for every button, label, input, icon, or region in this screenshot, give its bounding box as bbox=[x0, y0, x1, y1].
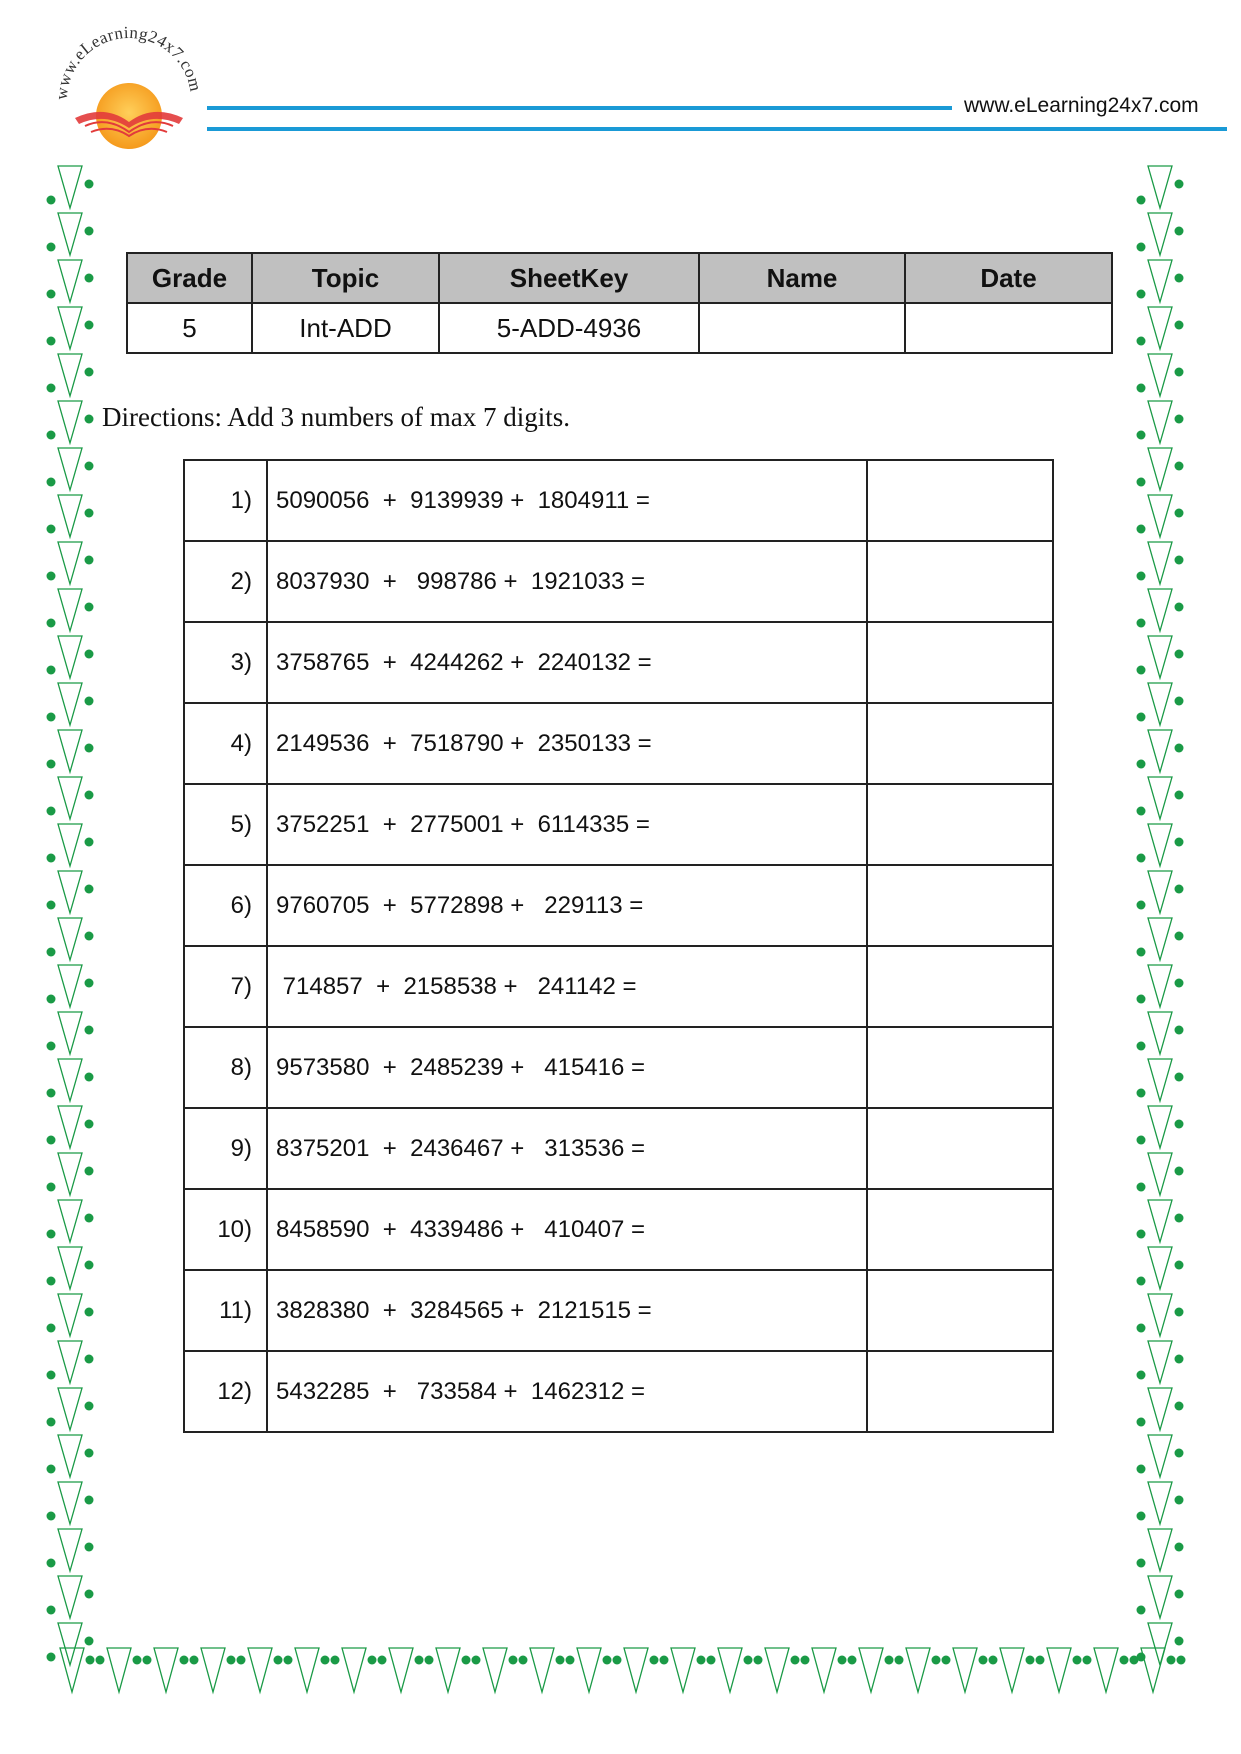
header-rule-bottom bbox=[207, 127, 1227, 131]
problem-row bbox=[184, 1351, 1053, 1432]
problems-table bbox=[183, 459, 1054, 1433]
name-header: Name bbox=[699, 253, 905, 303]
date-header: Date bbox=[905, 253, 1112, 303]
decorative-border-right bbox=[1130, 160, 1190, 1680]
problem-number: 10) bbox=[184, 1189, 267, 1270]
directions-text: Directions: Add 3 numbers of max 7 digits. bbox=[102, 402, 570, 432]
problem-expression: 8375201 + 2436467 + 313536 = bbox=[267, 1108, 867, 1189]
problem-row bbox=[184, 703, 1053, 784]
svg-text:www.eLearning24x7.com: www.eLearning24x7.com bbox=[51, 22, 206, 101]
problem-row bbox=[184, 1027, 1053, 1108]
problem-row bbox=[184, 865, 1053, 946]
problem-number: 2) bbox=[184, 541, 267, 622]
decorative-border-bottom bbox=[40, 1640, 1190, 1700]
problem-expression: 8458590 + 4339486 + 410407 = bbox=[267, 1189, 867, 1270]
info-header-row bbox=[127, 253, 1112, 303]
answer-cell[interactable] bbox=[867, 1108, 1053, 1189]
date-field[interactable] bbox=[905, 303, 1112, 353]
answer-cell[interactable] bbox=[867, 1270, 1053, 1351]
problem-row bbox=[184, 784, 1053, 865]
answer-cell[interactable] bbox=[867, 622, 1053, 703]
sheetkey-header: SheetKey bbox=[439, 253, 699, 303]
answer-cell[interactable] bbox=[867, 1351, 1053, 1432]
problem-expression: 3758765 + 4244262 + 2240132 = bbox=[267, 622, 867, 703]
problem-row bbox=[184, 1189, 1053, 1270]
problem-number: 1) bbox=[184, 460, 267, 541]
problem-expression: 714857 + 2158538 + 241142 = bbox=[267, 946, 867, 1027]
problem-number: 9) bbox=[184, 1108, 267, 1189]
decorative-border-left bbox=[40, 160, 100, 1680]
problem-row bbox=[184, 1270, 1053, 1351]
problem-row bbox=[184, 541, 1053, 622]
problem-row bbox=[184, 946, 1053, 1027]
answer-cell[interactable] bbox=[867, 784, 1053, 865]
info-value-row bbox=[127, 303, 1112, 353]
answer-cell[interactable] bbox=[867, 865, 1053, 946]
problem-expression: 9573580 + 2485239 + 415416 = bbox=[267, 1027, 867, 1108]
header-rule-top bbox=[207, 106, 952, 110]
problem-row bbox=[184, 1108, 1053, 1189]
problem-row bbox=[184, 622, 1053, 703]
answer-cell[interactable] bbox=[867, 703, 1053, 784]
problem-expression: 9760705 + 5772898 + 229113 = bbox=[267, 865, 867, 946]
problem-expression: 3752251 + 2775001 + 6114335 = bbox=[267, 784, 867, 865]
answer-cell[interactable] bbox=[867, 460, 1053, 541]
problem-expression: 8037930 + 998786 + 1921033 = bbox=[267, 541, 867, 622]
elearning-logo bbox=[45, 22, 215, 152]
topic-header: Topic bbox=[252, 253, 439, 303]
problem-number: 4) bbox=[184, 703, 267, 784]
answer-cell[interactable] bbox=[867, 946, 1053, 1027]
problem-number: 12) bbox=[184, 1351, 267, 1432]
problem-number: 11) bbox=[184, 1270, 267, 1351]
sheetkey-value: 5-ADD-4936 bbox=[439, 303, 699, 353]
problem-number: 6) bbox=[184, 865, 267, 946]
problem-expression: 3828380 + 3284565 + 2121515 = bbox=[267, 1270, 867, 1351]
problem-expression: 5090056 + 9139939 + 1804911 = bbox=[267, 460, 867, 541]
grade-value: 5 bbox=[127, 303, 252, 353]
worksheet-info-table bbox=[126, 252, 1113, 354]
name-field[interactable] bbox=[699, 303, 905, 353]
answer-cell[interactable] bbox=[867, 541, 1053, 622]
problem-number: 8) bbox=[184, 1027, 267, 1108]
problem-expression: 5432285 + 733584 + 1462312 = bbox=[267, 1351, 867, 1432]
problem-row bbox=[184, 460, 1053, 541]
problem-number: 7) bbox=[184, 946, 267, 1027]
topic-value: Int-ADD bbox=[252, 303, 439, 353]
site-url: www.eLearning24x7.com bbox=[964, 94, 1199, 117]
grade-header: Grade bbox=[127, 253, 252, 303]
answer-cell[interactable] bbox=[867, 1027, 1053, 1108]
problem-number: 5) bbox=[184, 784, 267, 865]
answer-cell[interactable] bbox=[867, 1189, 1053, 1270]
problem-number: 3) bbox=[184, 622, 267, 703]
problem-expression: 2149536 + 7518790 + 2350133 = bbox=[267, 703, 867, 784]
